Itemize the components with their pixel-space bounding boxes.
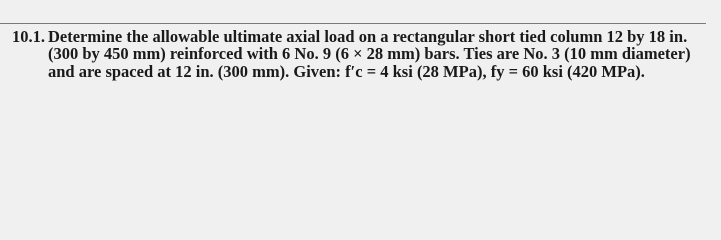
top-rule: [0, 23, 706, 24]
problem-text-line-1: Determine the allowable ultimate axial load on a rectangular short tied column 12 by 18 in.: [48, 27, 688, 46]
problem-number: 10.1.: [12, 27, 45, 46]
problem-text-line-3: and are spaced at 12 in. (300 mm). Given: f′c = 4 ksi (28 MPa), fy = 60 ksi (420 MPa).: [48, 62, 645, 81]
problem-text-line-2: (300 by 450 mm) reinforced with 6 No. 9 (6 × 28 mm) bars. Ties are No. 3 (10 mm diameter): [48, 44, 691, 63]
